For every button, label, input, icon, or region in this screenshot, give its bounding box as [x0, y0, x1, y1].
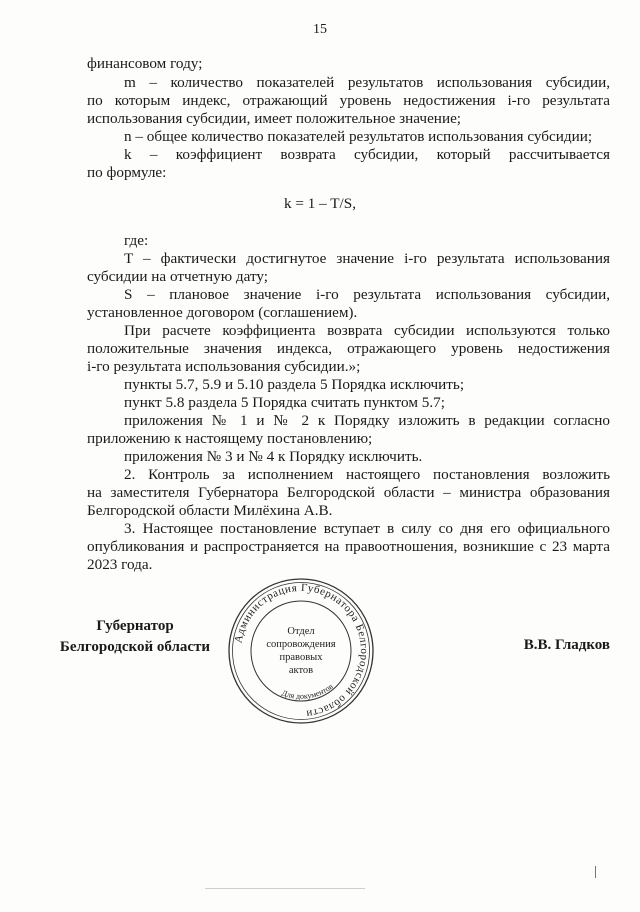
text-line: пункт 5.8 раздела 5 Порядка считать пунктом 5.7; — [124, 394, 445, 411]
stamp-center-line: актов — [288, 665, 314, 676]
stamp-bottom-text: Для документов — [280, 681, 335, 701]
text-line: k – коэффициент возврата субсидии, который рассчитывается — [124, 146, 610, 163]
stamp-center-line: Отдел — [287, 626, 315, 637]
text-line: 2023 года. — [87, 556, 153, 573]
text-line: субсидии на отчетную дату; — [87, 268, 269, 285]
text-line: приложения № 3 и № 4 к Порядку исключить. — [124, 448, 423, 465]
stamp-inner-ring — [251, 601, 351, 701]
stamp-center-line: правовых — [279, 652, 323, 663]
text-line: приложению к настоящему постановлению; — [87, 430, 373, 447]
signatory-name: В.В. Гладков — [523, 637, 610, 653]
text-line: пункты 5.7, 5.9 и 5.10 раздела 5 Порядка исключить; — [124, 376, 465, 393]
text-line: где: — [124, 232, 149, 249]
text-line: положительные значения индекса, отражающего уровень недостижения — [87, 340, 610, 357]
text-line: на заместителя Губернатора Белгородской области – министра образования — [87, 484, 610, 501]
signatory-region: Белгородской области — [59, 639, 211, 655]
text-line: финансовом году; — [87, 55, 203, 72]
text-line: n – общее количество показателей результатов использования субсидии; — [124, 128, 593, 145]
signatory-title: Губернатор — [96, 618, 174, 634]
text-line: приложения № 1 и № 2 к Порядку изложить в редакции согласно — [124, 412, 610, 429]
text-line: 2. Контроль за исполнением настоящего постановления возложить — [124, 466, 610, 483]
text-line: i-го результата использования субсидии.»; — [87, 358, 361, 375]
text-line: опубликования и распространяется на правоотношения, возникшие с 23 марта — [87, 538, 610, 555]
text-line: установленное договором (соглашением). — [87, 304, 358, 321]
stamp-center-line: сопровождения — [266, 639, 336, 650]
stamp-outer-text: Администрация Губернатора Белгородской области — [232, 581, 371, 720]
text-line: T – фактически достигнутое значение i-го результата использования — [124, 250, 610, 267]
scan-mark — [595, 866, 596, 878]
text-line: S – плановое значение i-го результата использования субсидии, — [124, 286, 610, 303]
official-stamp — [226, 576, 376, 726]
text-line: При расчете коэффициента возврата субсидии используются только — [124, 322, 610, 339]
text-line: 3. Настоящее постановление вступает в силу со дня его официального — [124, 520, 610, 537]
formula: k = 1 – T/S, — [284, 195, 356, 212]
text-line: m – количество показателей результатов использования субсидии, — [124, 74, 610, 91]
scan-mark — [205, 888, 365, 889]
text-line: Белгородской области Милёхина А.В. — [87, 502, 333, 519]
text-line: использования субсидии, имеет положительное значение; — [87, 110, 462, 127]
text-line: по которым индекс, отражающий уровень недостижения i-го результата — [87, 92, 610, 109]
text-line: по формуле: — [87, 164, 167, 181]
page-number: 15 — [313, 22, 327, 37]
